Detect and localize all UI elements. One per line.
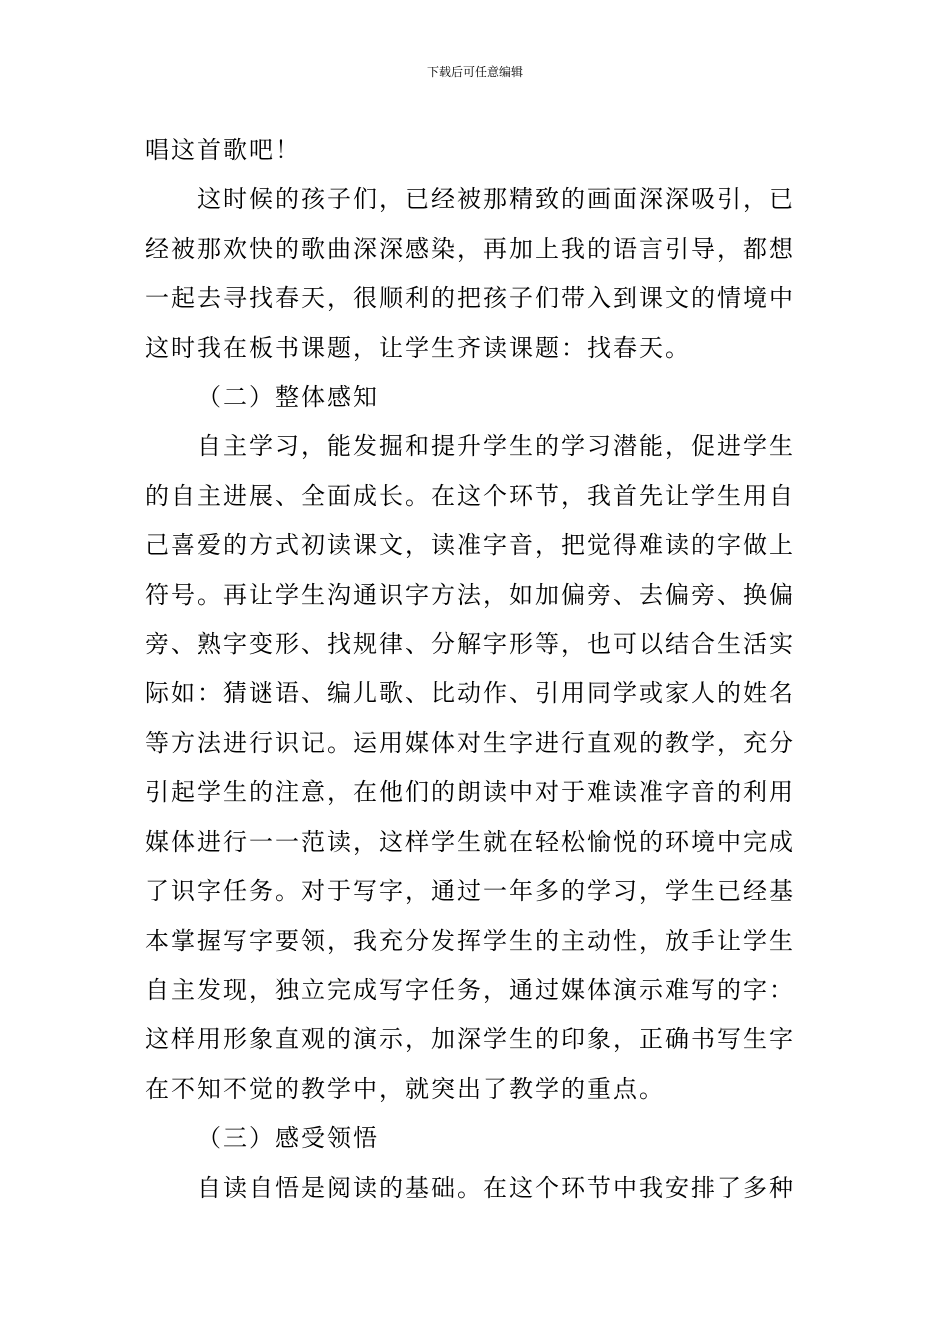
section-heading-overall-perception: （二）整体感知 [197,383,379,412]
paragraph-self-study: 自主学习，能发掘和提升学生的学习潜能，促进学生的自主进展、全面成长。在这个环节，我首先让学生用自己喜爱的方式初读课文，读准字音，把觉得难读的字做上符号。再让学生沟通识字方法，如加偏旁、去偏旁、换偏旁、熟字变形、找规律、分解字形等，也可以结合生活实际如：猜谜语、编儿歌、比动作、引用同学或家人的姓名等方法进行识记。运用媒体对生字进行直观的教学，充分引起学生的注意，在他们的朗读中对于难读准字音的利用媒体进行一一范读，这样学生就在轻松愉悦的环境中完成了识字任务。对于写字，通过一年多的学习，学生已经基本掌握写字要领，我充分发挥学生的主动性，放手让学生自主发现，独立完成写字任务，通过媒体演示难写的字：这样用形象直观的演示，加深学生的印象，正确书写生字在不知不觉的教学中，就突出了教学的重点。 [145,432,795,1103]
paragraph-self-reading: 自读自悟是阅读的基础。在这个环节中我安排了多种 [197,1173,795,1202]
paragraph-continuation: 唱这首歌吧！ [145,136,301,164]
section-heading-feel-and-understand: （三）感受领悟 [197,1124,379,1153]
document-body [145,126,815,1213]
paragraph-children-attracted: 这时候的孩子们，已经被那精致的画面深深吸引，已经被那欢快的歌曲深深感染，再加上我的语言引导，都想一起去寻找春天，很顺利的把孩子们带入到课文的情境中这时我在板书课题，让学生齐读课题：找春天。 [145,185,795,362]
page-header: 下载后可任意编辑 [426,65,523,79]
